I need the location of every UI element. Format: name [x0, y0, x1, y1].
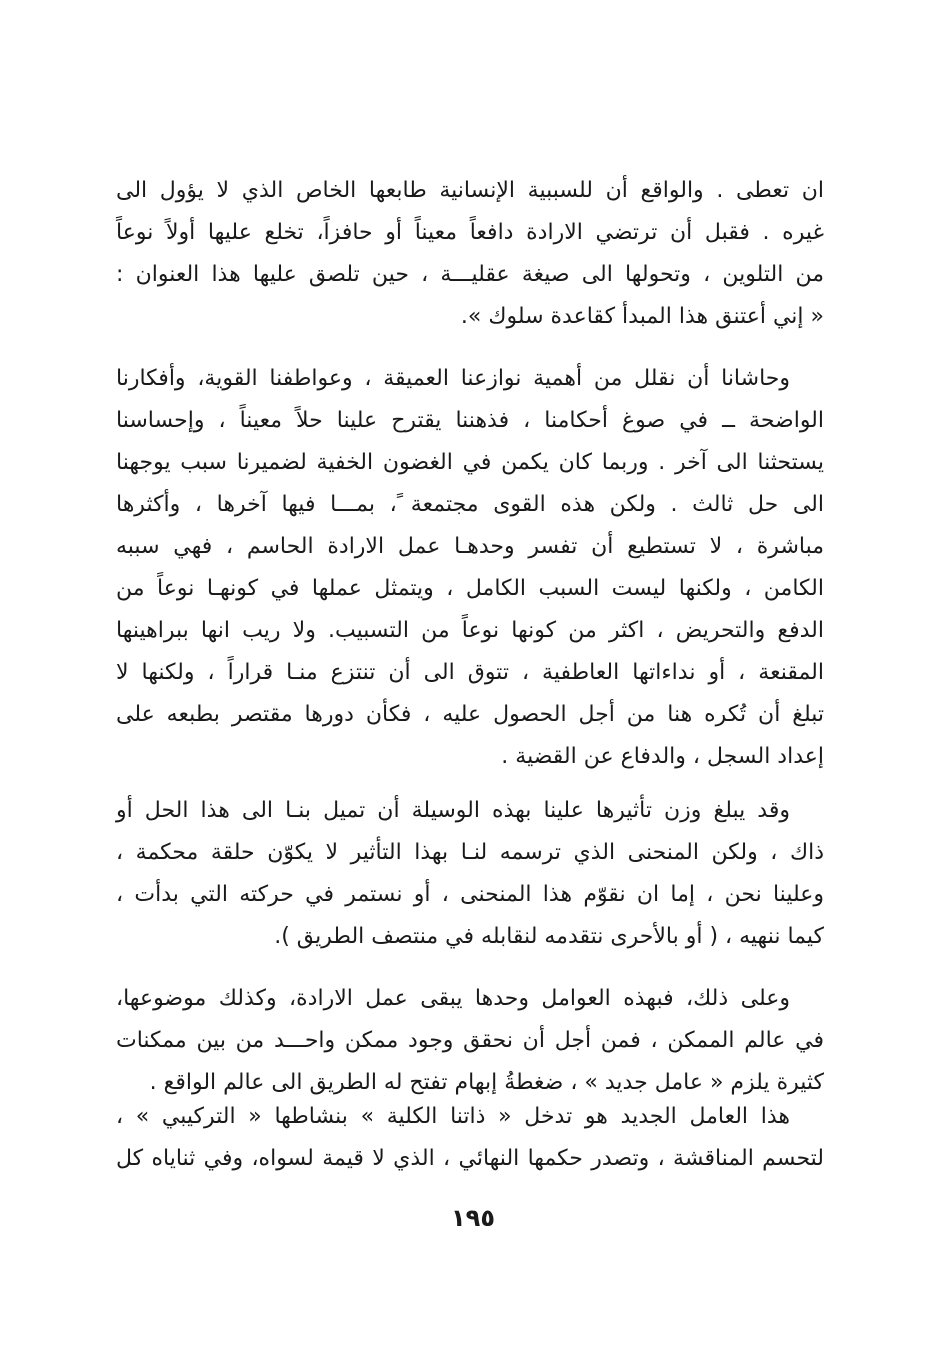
text-line: في عالم الممكن ، فمن أجل أن نحقق وجود ممكن واحـــد من بين ممكنات: [116, 1028, 824, 1053]
text-line: الدفع والتحريض ، اكثر من كونها نوعاً من التسبيب. ولا ريب انها ببراهينها: [116, 618, 824, 643]
text-line: المقنعة ، أو نداءاتها العاطفية ، تتوق الى أن تنتزع منـا قراراً ، ولكنها لا: [116, 660, 824, 685]
text-line: ان تعطى . والواقع أن للسببية الإنسانية طابعها الخاص الذي لا يؤول الى: [116, 178, 824, 203]
text-line: الى حل ثالث . ولكن هذه القوى مجتمعة ً، بمـــا فيها آخرها ، وأكثرها: [116, 492, 824, 517]
text-line: يستحثنا الى آخر . وربما كان يكمن في الغضون الخفية لضميرنا سبب يوجهنا: [116, 450, 824, 475]
text-line: ذاك ، ولكن المنحنى الذي ترسمه لنـا بهذا التأثير لا يكوّن حلقة محكمة ،: [116, 840, 824, 865]
text-line: وعلينا نحن ، إما ان نقوّم هذا المنحنى ، أو نستمر في حركته التي بدأت ،: [116, 882, 824, 907]
text-line: « إني أعتنق هذا المبدأ كقاعدة سلوك ».: [460, 304, 824, 329]
text-line: لتحسم المناقشة ، وتصدر حكمها النهائي ، الذي لا قيمة لسواه، وفي ثناياه كل: [116, 1146, 824, 1171]
text-line: الكامن ، ولكنها ليست السبب الكامل ، ويتمثل عملها في كونهـا نوعاً من: [116, 576, 824, 601]
text-line: وعلى ذلك، فبهذه العوامل وحدها يبقى عمل الارادة، وكذلك موضوعها،: [116, 986, 790, 1011]
paragraph-4: [116, 978, 824, 1104]
text-line: من التلوين ، وتحولها الى صيغة عقليـــة ، حين تلصق عليها هذا العنوان :: [116, 262, 824, 287]
text-line: وقد يبلغ وزن تأثيرها علينا بهذه الوسيلة أن تميل بنـا الى هذا الحل أو: [116, 798, 790, 823]
text-line: هذا العامل الجديد هو تدخل « ذاتنا الكلية » بنشاطها « التركيبي » ،: [116, 1104, 790, 1129]
paragraph-1: [116, 170, 824, 338]
paragraph-2: [116, 358, 824, 778]
paragraph-5: [116, 1096, 824, 1180]
text-line: غيره . فقبل أن ترتضي الارادة دافعاً معيناً أو حافزاً، تخلع عليها أولاً نوعاً: [116, 220, 824, 245]
text-line: كيما ننهيه ، ( أو بالأحرى نتقدمه لنقابله في منتصف الطريق ).: [274, 924, 824, 949]
text-line: تبلغ أن تُكره هنا من أجل الحصول عليه ، فكأن دورها مقتصر بطبعه على: [116, 702, 824, 727]
text-line: كثيرة يلزم « عامل جديد » ، ضغطةُ إبهام تفتح له الطريق الى عالم الواقع .: [149, 1070, 824, 1095]
text-line: مباشرة ، لا تستطيع أن تفسر وحدهـا عمل الارادة الحاسم ، فهي سببه: [116, 534, 824, 559]
paragraph-3: [116, 790, 824, 958]
text-line: وحاشانا أن نقلل من أهمية نوازعنا العميقة ، وعواطفنا القوية، وأفكارنا: [116, 366, 790, 391]
text-line: الواضحة ــ في صوغ أحكامنا ، فذهننا يقترح علينا حلاً معيناً ، وإحساسنا: [116, 408, 824, 433]
page-number: ١٩٥: [451, 1204, 495, 1232]
text-line: إعداد السجل ، والدفاع عن القضية .: [501, 744, 824, 769]
